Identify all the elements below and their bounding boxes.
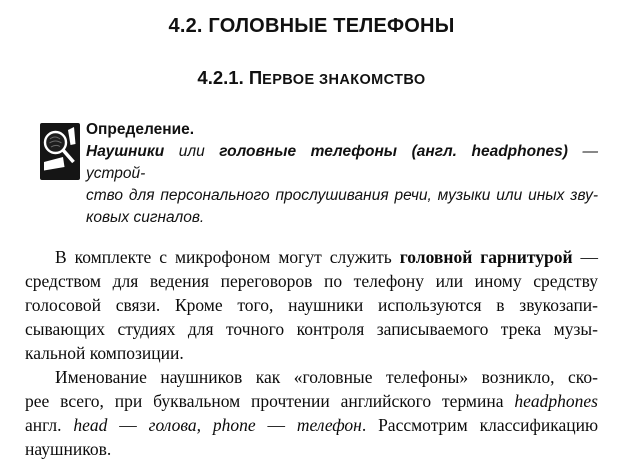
text-segment: ство для персонального прослушивания речи, музыки или иных зву- (86, 187, 598, 204)
text-segment: Наушники (86, 143, 179, 160)
text-segment: Именование наушников как «головные телефоны» возникло, ско- (55, 367, 598, 387)
text-segment: сывающих студиях для точного контроля записываемого трека музы- (25, 319, 598, 339)
paragraph (25, 365, 598, 461)
text-segment: голосовой связи. Кроме того, наушники используются в звукозапи- (25, 295, 598, 315)
body-text (25, 245, 598, 461)
magnifier-fingerprint-icon (40, 123, 80, 180)
text-segment: ковых сигналов. (86, 209, 205, 226)
text-line (25, 437, 598, 461)
text-segment: голова, (148, 415, 201, 435)
text-line (86, 185, 598, 207)
text-segment: — (107, 415, 149, 435)
text-segment: head (73, 415, 108, 435)
text-segment: средством для ведения переговоров по телефону или иному средству (25, 271, 598, 291)
paragraph (25, 245, 598, 365)
text-segment (201, 415, 213, 435)
text-segment: — устрой- (86, 143, 598, 182)
text-segment: — (255, 415, 297, 435)
text-segment: . Рассмотрим классификацию (361, 415, 599, 435)
text-segment: наушников. (25, 439, 112, 459)
text-line (25, 317, 598, 341)
text-segment: англ. (25, 415, 74, 435)
text-segment: головной гарнитурой (399, 247, 573, 267)
text-line (25, 293, 598, 317)
text-segment: телефон (296, 415, 362, 435)
definition-block (40, 119, 598, 229)
text-segment: headphones (514, 391, 598, 411)
subsection-title (25, 67, 598, 91)
text-segment: головные телефоны (англ. headphones) (219, 143, 583, 160)
text-segment: кальной композиции. (25, 343, 184, 363)
text-line (86, 141, 598, 185)
subsection-number: 4.2.1. П (197, 67, 263, 88)
definition-heading: Определение. (86, 121, 195, 138)
text-segment: — (572, 247, 599, 267)
text-line (25, 389, 598, 413)
text-line (25, 413, 598, 437)
text-line (25, 269, 598, 293)
text-segment: phone (212, 415, 256, 435)
section-title: 4.2. ГОЛОВНЫЕ ТЕЛЕФОНЫ (168, 15, 455, 37)
text-line (25, 245, 598, 269)
definition-body (86, 141, 598, 229)
subsection-title-smallcaps: ЕРВОЕ ЗНАКОМСТВО (262, 72, 426, 88)
text-segment: или (178, 143, 220, 160)
text-segment: В комплекте с микрофоном могут служить (55, 247, 400, 267)
text-segment: рее всего, при буквальном прочтении английского термина (25, 391, 515, 411)
definition-text (86, 119, 598, 229)
text-line (25, 365, 598, 389)
text-line (86, 207, 598, 229)
text-line (25, 341, 598, 365)
